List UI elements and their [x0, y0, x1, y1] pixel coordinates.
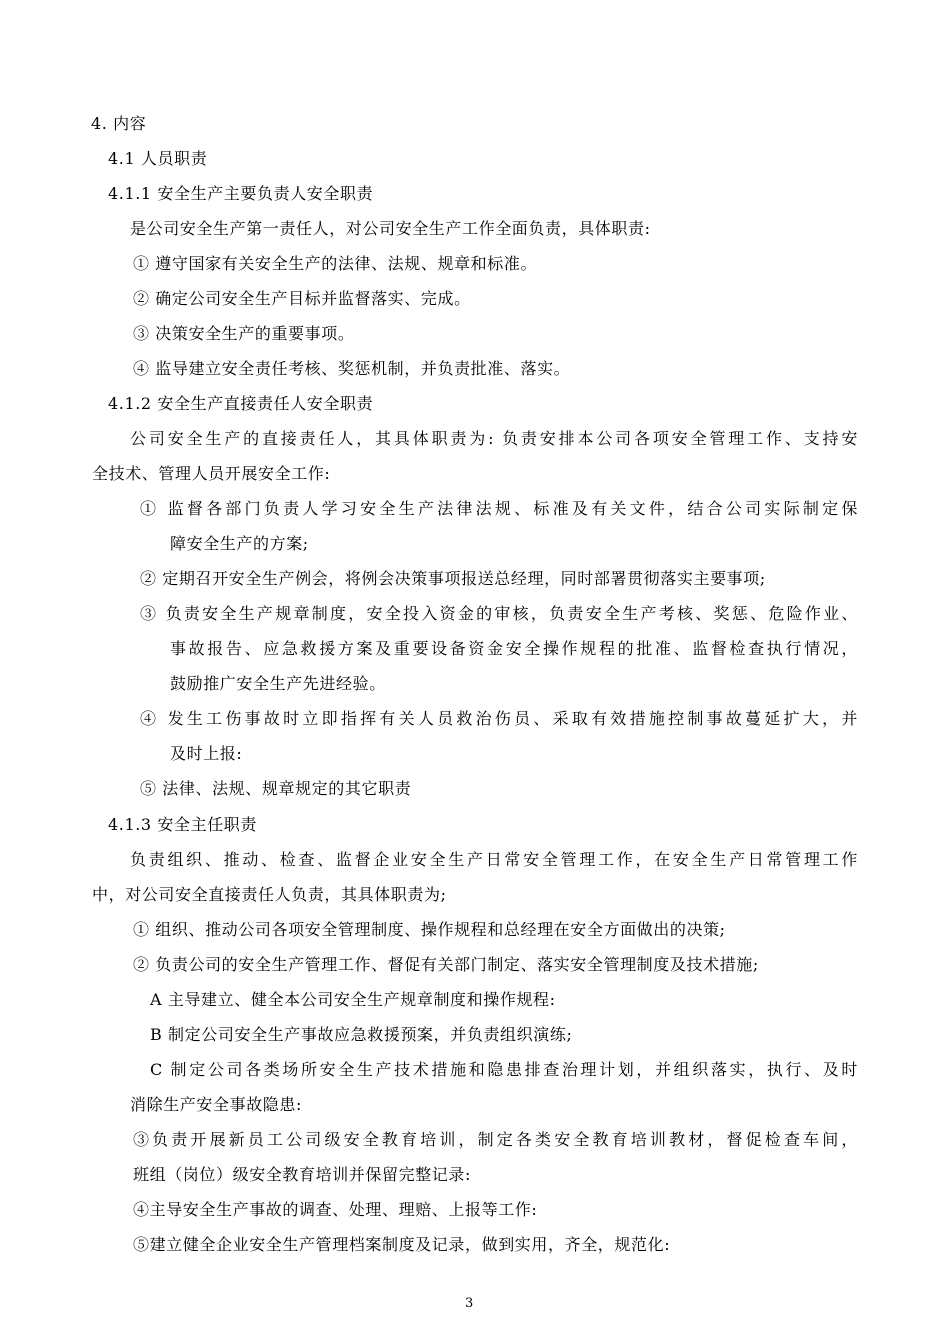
sub-list-item: C 制定公司各类场所安全生产技术措施和隐患排查治理计划，并组织落实，执行、及时: [150, 1060, 858, 1079]
paragraph-line: 中，对公司安全直接责任人负责，其具体职责为;: [92, 885, 447, 904]
list-item-continuation: 班组（岗位）级安全教育培训并保留完整记录:: [133, 1165, 471, 1184]
sub-list-item-continuation: 消除生产安全事故隐患:: [130, 1095, 302, 1114]
paragraph-line: 是公司安全生产第一责任人，对公司安全生产工作全面负责，具体职责:: [130, 219, 651, 238]
list-item-continuation: 障安全生产的方案;: [170, 534, 309, 553]
list-item-continuation: 及时上报:: [170, 744, 243, 763]
list-item: ② 确定公司安全生产目标并监督落实、完成。: [133, 289, 471, 308]
list-item: ① 组织、推动公司各项安全管理制度、操作规程和总经理在安全方面做出的决策;: [133, 920, 726, 939]
list-item-continuation: 事故报告、应急救援方案及重要设备资金安全操作规程的批准、监督检查执行情况，: [170, 639, 858, 658]
list-item: ② 负责公司的安全生产管理工作、督促有关部门制定、落实安全管理制度及技术措施;: [133, 955, 759, 974]
page-number: 3: [465, 1296, 474, 1311]
paragraph-line: 负责组织、推动、检查、监督企业安全生产日常安全管理工作，在安全生产日常管理工作: [130, 850, 858, 869]
sub-list-item: B 制定公司安全生产事故应急救援预案，并负责组织演练;: [150, 1025, 573, 1044]
subsubsection-heading: 4.1.1 安全生产主要负责人安全职责: [108, 184, 374, 203]
list-item: ⑤建立健全企业安全生产管理档案制度及记录，做到实用，齐全，规范化:: [133, 1235, 671, 1254]
sub-list-item: A 主导建立、健全本公司安全生产规章制度和操作规程:: [150, 990, 556, 1009]
list-item: ② 定期召开安全生产例会，将例会决策事项报送总经理，同时部署贯彻落实主要事项;: [140, 569, 766, 588]
list-item: ③ 负责安全生产规章制度，安全投入资金的审核，负责安全生产考核、奖惩、危险作业、: [140, 604, 858, 623]
list-item-continuation: 鼓励推广安全生产先进经验。: [170, 674, 386, 693]
list-item: ④主导安全生产事故的调查、处理、理赔、上报等工作:: [133, 1200, 538, 1219]
list-item: ③ 决策安全生产的重要事项。: [133, 324, 355, 343]
list-item: ④ 监导建立安全责任考核、奖惩机制，并负责批准、落实。: [133, 359, 571, 378]
list-item: ③负责开展新员工公司级安全教育培训，制定各类安全教育培训教材，督促检查车间，: [133, 1130, 858, 1149]
list-item: ⑤ 法律、法规、规章规定的其它职责: [140, 779, 412, 798]
subsubsection-heading: 4.1.2 安全生产直接责任人安全职责: [108, 394, 374, 413]
paragraph-line: 全技术、管理人员开展安全工作:: [92, 464, 331, 483]
list-item: ① 遵守国家有关安全生产的法律、法规、规章和标准。: [133, 254, 538, 273]
subsubsection-heading: 4.1.3 安全主任职责: [108, 815, 257, 834]
subsection-heading: 4.1 人员职责: [108, 149, 208, 168]
paragraph-line: 公司安全生产的直接责任人，其具体职责为: 负责安排本公司各项安全管理工作、支持安: [130, 429, 858, 448]
list-item: ④ 发生工伤事故时立即指挥有关人员救治伤员、采取有效措施控制事故蔓延扩大，并: [140, 709, 858, 728]
section-heading: 4. 内容: [91, 114, 147, 133]
list-item: ① 监督各部门负责人学习安全生产法律法规、标准及有关文件，结合公司实际制定保: [140, 499, 858, 518]
